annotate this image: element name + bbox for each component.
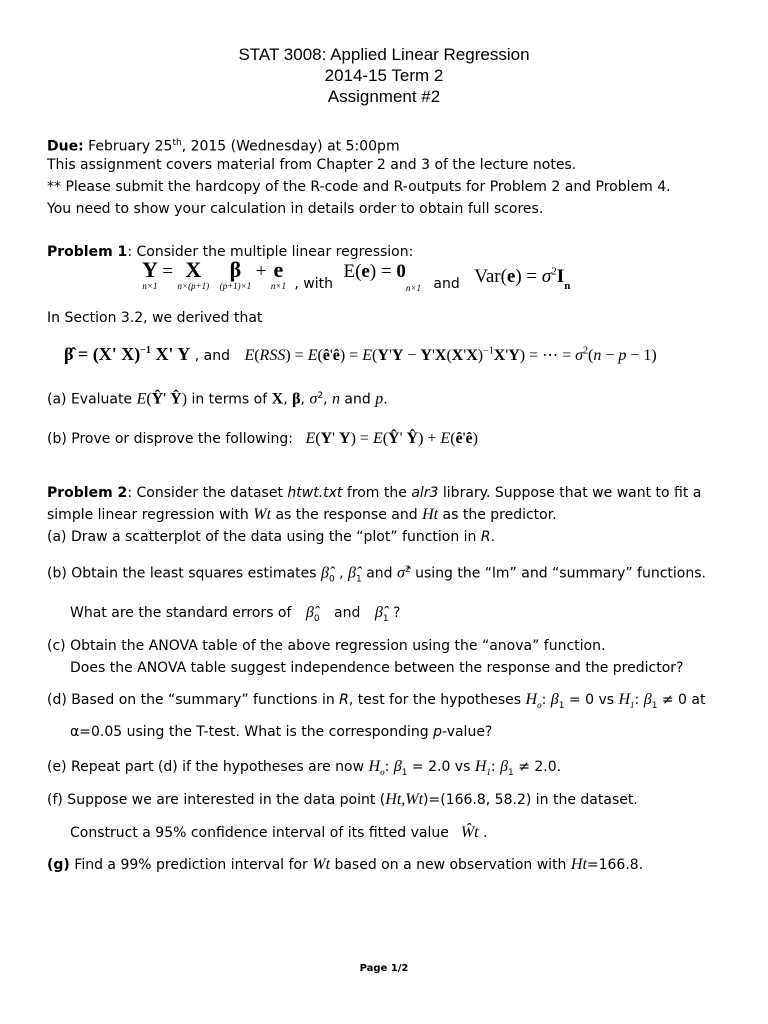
problem2-part-g: (g) Find a 99% prediction interval for Wt based on a new observation with Ht=166.8.: [47, 856, 644, 873]
page-number: Page 1/2: [359, 963, 409, 974]
problem2-part-d1: (d) Based on the “summary” functions in R, test for the hypotheses $H_o$: $\beta_1 = 0$ vs $H_1$: $\beta_1 \ne 0$ at: [47, 691, 706, 711]
problem2-part-c2: Does the ANOVA table suggest independence between the response and the predictor?: [70, 660, 684, 676]
due-line: Due: February 25th, 2015 (Wednesday) at 5:00pm: [47, 138, 400, 155]
covers-line: This assignment covers material from Chapter 2 and 3 of the lecture notes.: [47, 157, 577, 173]
show-line: You need to show your calculation in details order to obtain full scores.: [47, 201, 544, 217]
assignment-title: Assignment #2: [327, 87, 441, 106]
problem2-part-f1: (f) Suppose we are interested in the data point (Ht,Wt)=(166.8, 58.2) in the dataset.: [47, 791, 638, 808]
problem1-heading: Problem 1: Consider the multiple linear regression:: [47, 244, 414, 260]
term: 2014-15 Term 2: [324, 66, 444, 85]
regression-model-equation: Y n×1 = X n×(p+1) β (p+1)×1 + e n×1 , with E(e) = 0n×1 and $Var(e) = \sigma^2In$: [142, 257, 571, 293]
problem2-part-d2: α=0.05 using the T-test. What is the corresponding p-value?: [70, 724, 493, 740]
problem2-part-a: (a) Draw a scatterplot of the data using the “plot” function in R.: [47, 529, 496, 545]
derived-line: In Section 3.2, we derived that: [47, 310, 263, 326]
problem2-heading: Problem 2: Consider the dataset htwt.txt from the alr3 library. Suppose that we want to fit a: [47, 485, 702, 501]
problem2-standard-errors: What are the standard errors of $\betâ_0$ and $\betâ_1$ ?: [70, 604, 401, 624]
problem2-part-f2: Construct a 95% confidence interval of its fitted value Ŵt .: [70, 824, 488, 841]
submit-line: ** Please submit the hardcopy of the R-code and R-outputs for Problem 2 and Problem 4.: [47, 179, 671, 195]
document-header: [0, 44, 768, 107]
problem1-part-a: (a) Evaluate E(Ŷ' Ŷ) in terms of X, β, $\sigma^2$, n and p.: [47, 390, 388, 408]
problem2-part-c1: (c) Obtain the ANOVA table of the above regression using the “anova” function.: [47, 638, 606, 654]
course-title: STAT 3008: Applied Linear Regression: [238, 45, 530, 64]
problem2-part-b: (b) Obtain the least squares estimates $\betâ_0$ , $\betâ_1$ and σ̂$^2$ using the “lm” and “summary” functions.: [47, 564, 706, 585]
problem2-line2: simple linear regression with Wt as the response and Ht as the predictor.: [47, 506, 557, 523]
problem1-part-b: (b) Prove or disprove the following: E(Y' Y) = E(Ŷ' Ŷ) + E(ê'ê): [47, 430, 478, 447]
due-label: Due:: [47, 138, 84, 155]
estimator-equation: β̂ = (X' X)$^{-1}$ X' Y , and E(RSS) = E(ê'ê) = $E(Y'Y - Y'X(X'X)^{-1}X'Y)$ = ⋯ = $\sigma^2(n - p - 1)$: [64, 344, 657, 364]
problem2-part-e: (e) Repeat part (d) if the hypotheses are now $H_o$: $\beta_1 = 2.0$ vs $H_1$: $\beta_1 \ne 2.0$.: [47, 758, 562, 778]
